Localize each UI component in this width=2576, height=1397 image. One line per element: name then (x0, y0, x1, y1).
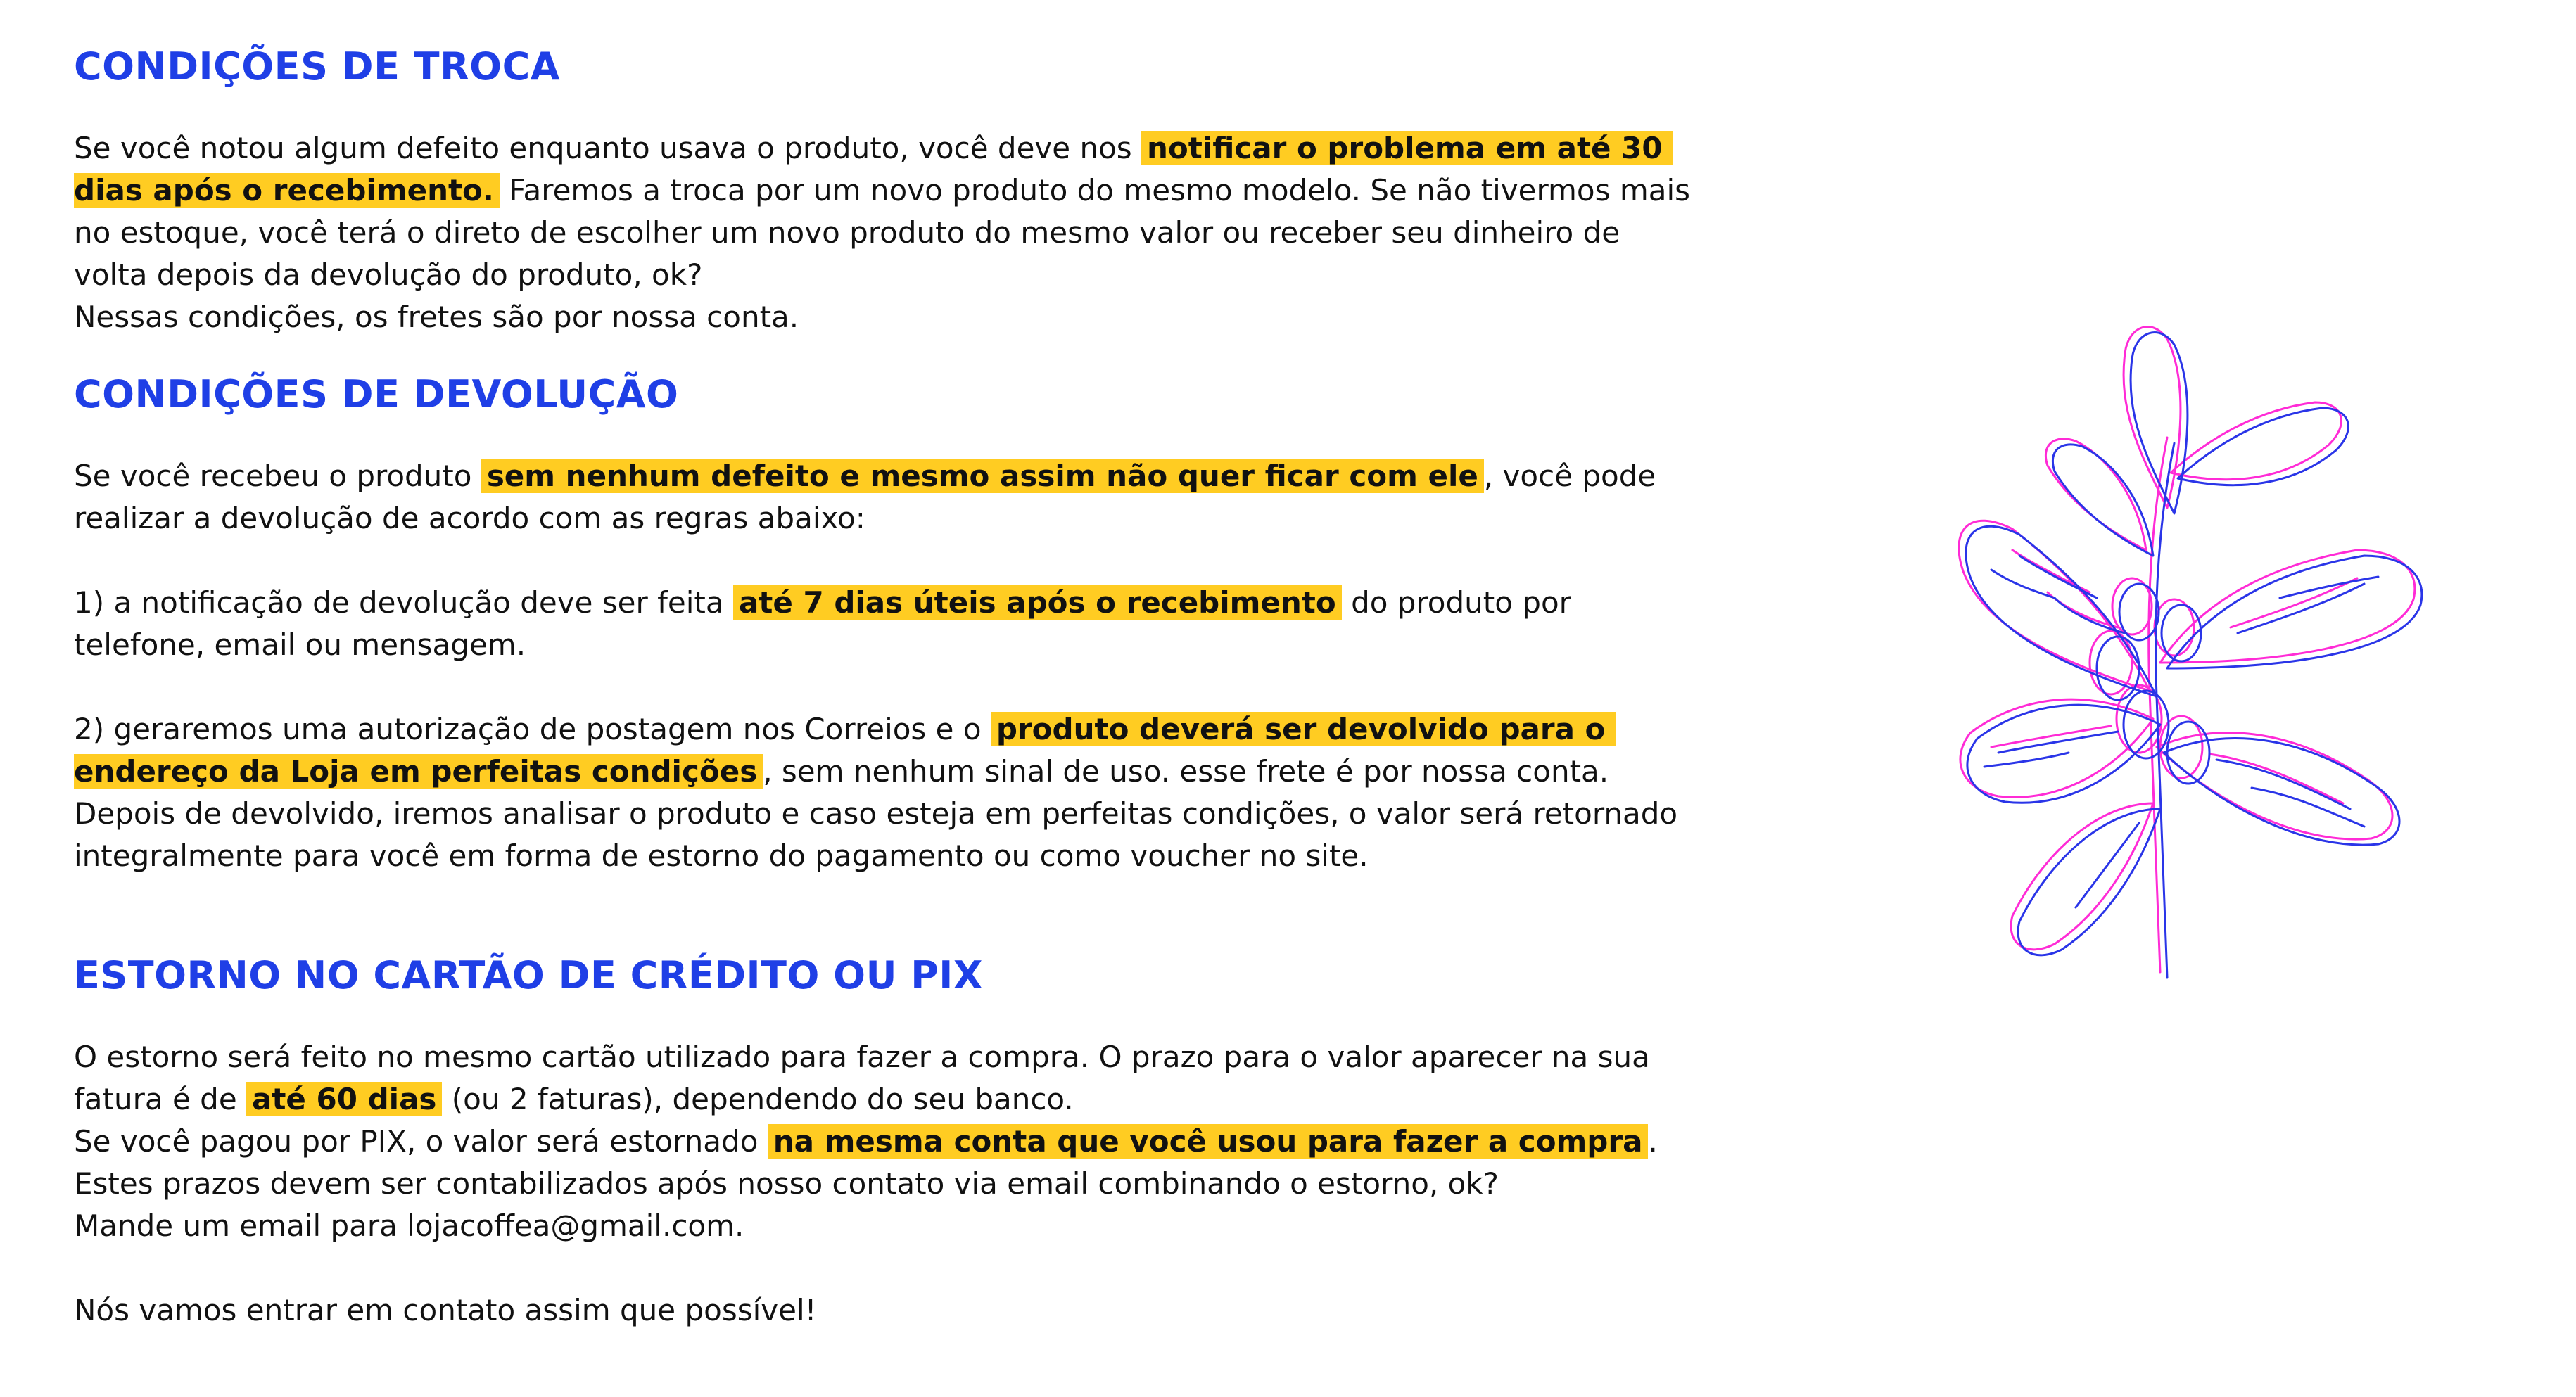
text-segment: , você pode realizar a devolução de acordo com as regras abaixo: 1) a notificação de devolução deve ser feita (74, 459, 1656, 620)
highlight-same-account: na mesma conta que você usou para fazer a compra (768, 1124, 1649, 1159)
policy-content (74, 39, 1692, 1332)
exchange-conditions-title: CONDIÇÕES DE TROCA (74, 44, 561, 89)
text-segment: Se você recebeu o produto (74, 459, 481, 493)
text-segment: do produto por telefone, email ou mensagem. 2) geraremos uma autorização de postagem nos Correios e o (74, 585, 1571, 746)
text-segment: O estorno será feito no mesmo cartão utilizado para fazer a compra. O prazo para o valor aparecer na sua fatura é de (74, 1040, 1660, 1116)
text-segment: Se você notou algum defeito enquanto usava o produto, você deve nos (74, 131, 1142, 165)
highlight-no-defect: sem nenhum defeito e mesmo assim não quer ficar com ele (481, 459, 1484, 493)
highlight-60-days: até 60 dias (246, 1082, 442, 1116)
return-conditions-text (74, 455, 1692, 877)
return-conditions-title: CONDIÇÕES DE DEVOLUÇÃO (74, 372, 679, 416)
refund-text (74, 1036, 1692, 1332)
coffee-plant-illustration-icon (1914, 302, 2463, 1006)
text-segment: Faremos a troca por um novo produto do mesmo modelo. Se não tivermos mais no estoque, você terá o direto de escolher um novo produto do mesmo valor ou receber seu dinheiro de volta depois da devolução do produto, ok? Nessas condições, os fretes são por nossa conta. (74, 173, 1691, 334)
exchange-conditions-text (74, 127, 1692, 338)
highlight-7-business-days: até 7 dias úteis após o recebimento (733, 585, 1342, 620)
text-segment: . Estes prazos devem ser contabilizados após nosso contato via email combinando o estorno, ok? Mande um email para lojacoffea@gmail.com. Nós vamos entrar em contato assim que possível! (74, 1124, 1658, 1327)
text-segment: (ou 2 faturas), dependendo do seu banco. Se você pagou por PIX, o valor será estornado (74, 1082, 1074, 1159)
highlight-perfect-condition: produto deverá ser devolvido para o endereço da Loja em perfeitas condições (74, 712, 1616, 789)
refund-title: ESTORNO NO CARTÃO DE CRÉDITO OU PIX (74, 953, 984, 997)
text-segment: , sem nenhum sinal de uso. esse frete é por nossa conta. Depois de devolvido, iremos analisar o produto e caso esteja em perfeitas condições, o valor será retornado integralmente para você em forma de estorno do pagamento ou como voucher no site. (74, 754, 1678, 873)
highlight-notify-30-days: notificar o problema em até 30 dias após o recebimento. (74, 131, 1673, 208)
